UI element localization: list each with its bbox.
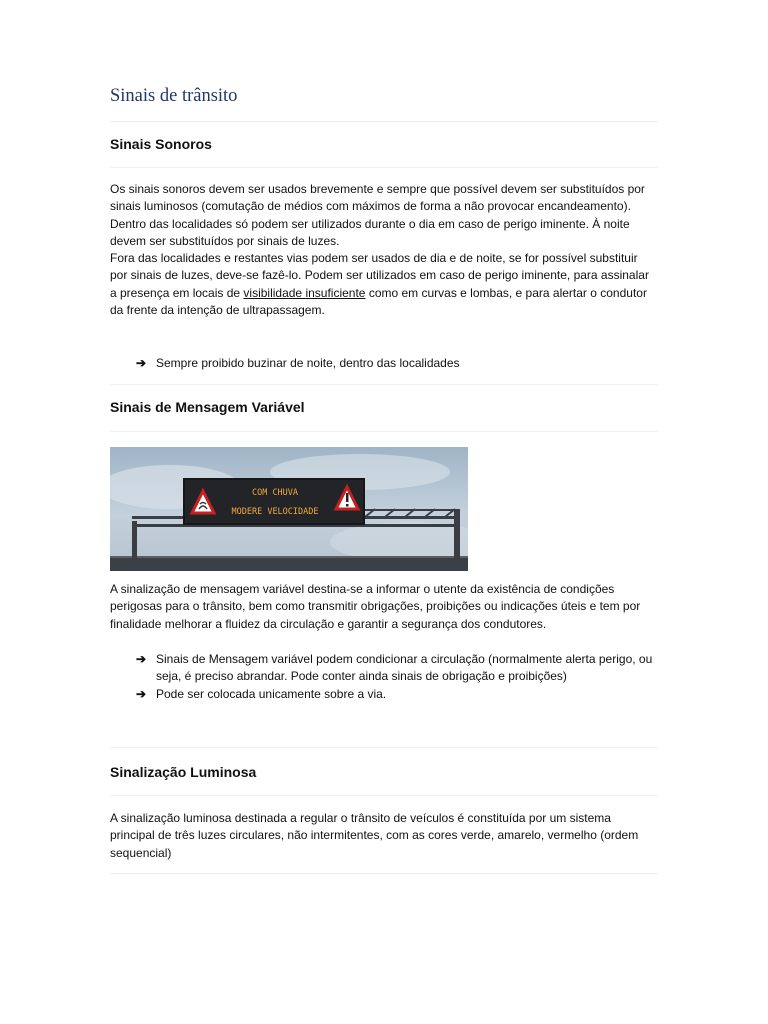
variable-message-sign-photo: [110, 447, 468, 571]
bullet-text: Sempre proibido buzinar de noite, dentro das localidades: [156, 356, 460, 370]
heading-sinais-sonoros: Sinais Sonoros: [110, 136, 212, 152]
arrow-right-icon: ➔: [136, 356, 147, 370]
led-line-1: COM CHUVA: [251, 488, 299, 498]
heading-mensagem-variavel: Sinais de Mensagem Variável: [110, 399, 305, 415]
heading-sinalizacao-luminosa: Sinalização Luminosa: [110, 764, 257, 780]
led-line-2: MODERE VELOCIDADE: [231, 507, 319, 517]
divider: [110, 431, 658, 432]
sonoros-paragraph-3-start: Fora das localidades e restantes vias podem ser usados de dia e de noite, se for possível substituir por sinais de luzes, deve-se fazê-lo. Podem ser utilizados em caso de perigo iminente, para assinalar a presença em locais de: [110, 251, 649, 300]
sonoros-paragraph-3-end: como em curvas e lombas, e para alertar o condutor da frente da intenção de ultrapassagem.: [110, 285, 647, 318]
divider: [110, 747, 658, 748]
arrow-right-icon: ➔: [136, 652, 147, 666]
arrow-right-icon: ➔: [136, 687, 147, 701]
mensagem-paragraph: A sinalização de mensagem variável destina-se a informar o utente da existência de condições perigosas para o trânsito, bem como transmitir obrigações, proibições ou indicações úteis e tem por finalidade melhorar a fluidez da circulação e garantir a segurança dos condutores.: [110, 582, 641, 631]
divider: [110, 384, 658, 385]
sonoros-body: [110, 181, 658, 319]
sonoros-paragraph-3: [110, 250, 658, 319]
divider: [110, 795, 658, 796]
luminosa-paragraph: A sinalização luminosa destinada a regular o trânsito de veículos é constituída por um sistema principal de três luzes circulares, não intermitentes, com as cores verde, amarelo, vermelho (ordem sequencial): [110, 811, 639, 860]
sonoros-paragraph-1: Os sinais sonoros devem ser usados brevemente e sempre que possível devem ser substituídos por sinais luminosos (comutação de médios com máximos de forma a não provocar encandeamento).: [110, 182, 645, 214]
sonoros-paragraph-2: Dentro das localidades só podem ser utilizados durante o dia em caso de perigo iminente. À noite devem ser substituídos por sinais de luzes.: [110, 216, 630, 248]
divider: [110, 121, 658, 122]
bullet-text: Sinais de Mensagem variável podem condicionar a circulação (normalmente alerta perigo, ou seja, é preciso abrandar. Pode conter ainda sinais de obrigação e proibições): [156, 652, 653, 684]
bullet-item: [136, 355, 660, 372]
sign-photo-graphic: [110, 447, 468, 571]
bullet-item: [136, 686, 660, 703]
bullet-text: Pode ser colocada unicamente sobre a via.: [156, 687, 387, 701]
bullet-item: [136, 651, 660, 686]
divider: [110, 167, 658, 168]
divider: [110, 873, 658, 874]
visibilidade-insuficiente-link: visibilidade insuficiente: [243, 285, 366, 300]
page-title: Sinais de trânsito: [110, 86, 238, 106]
